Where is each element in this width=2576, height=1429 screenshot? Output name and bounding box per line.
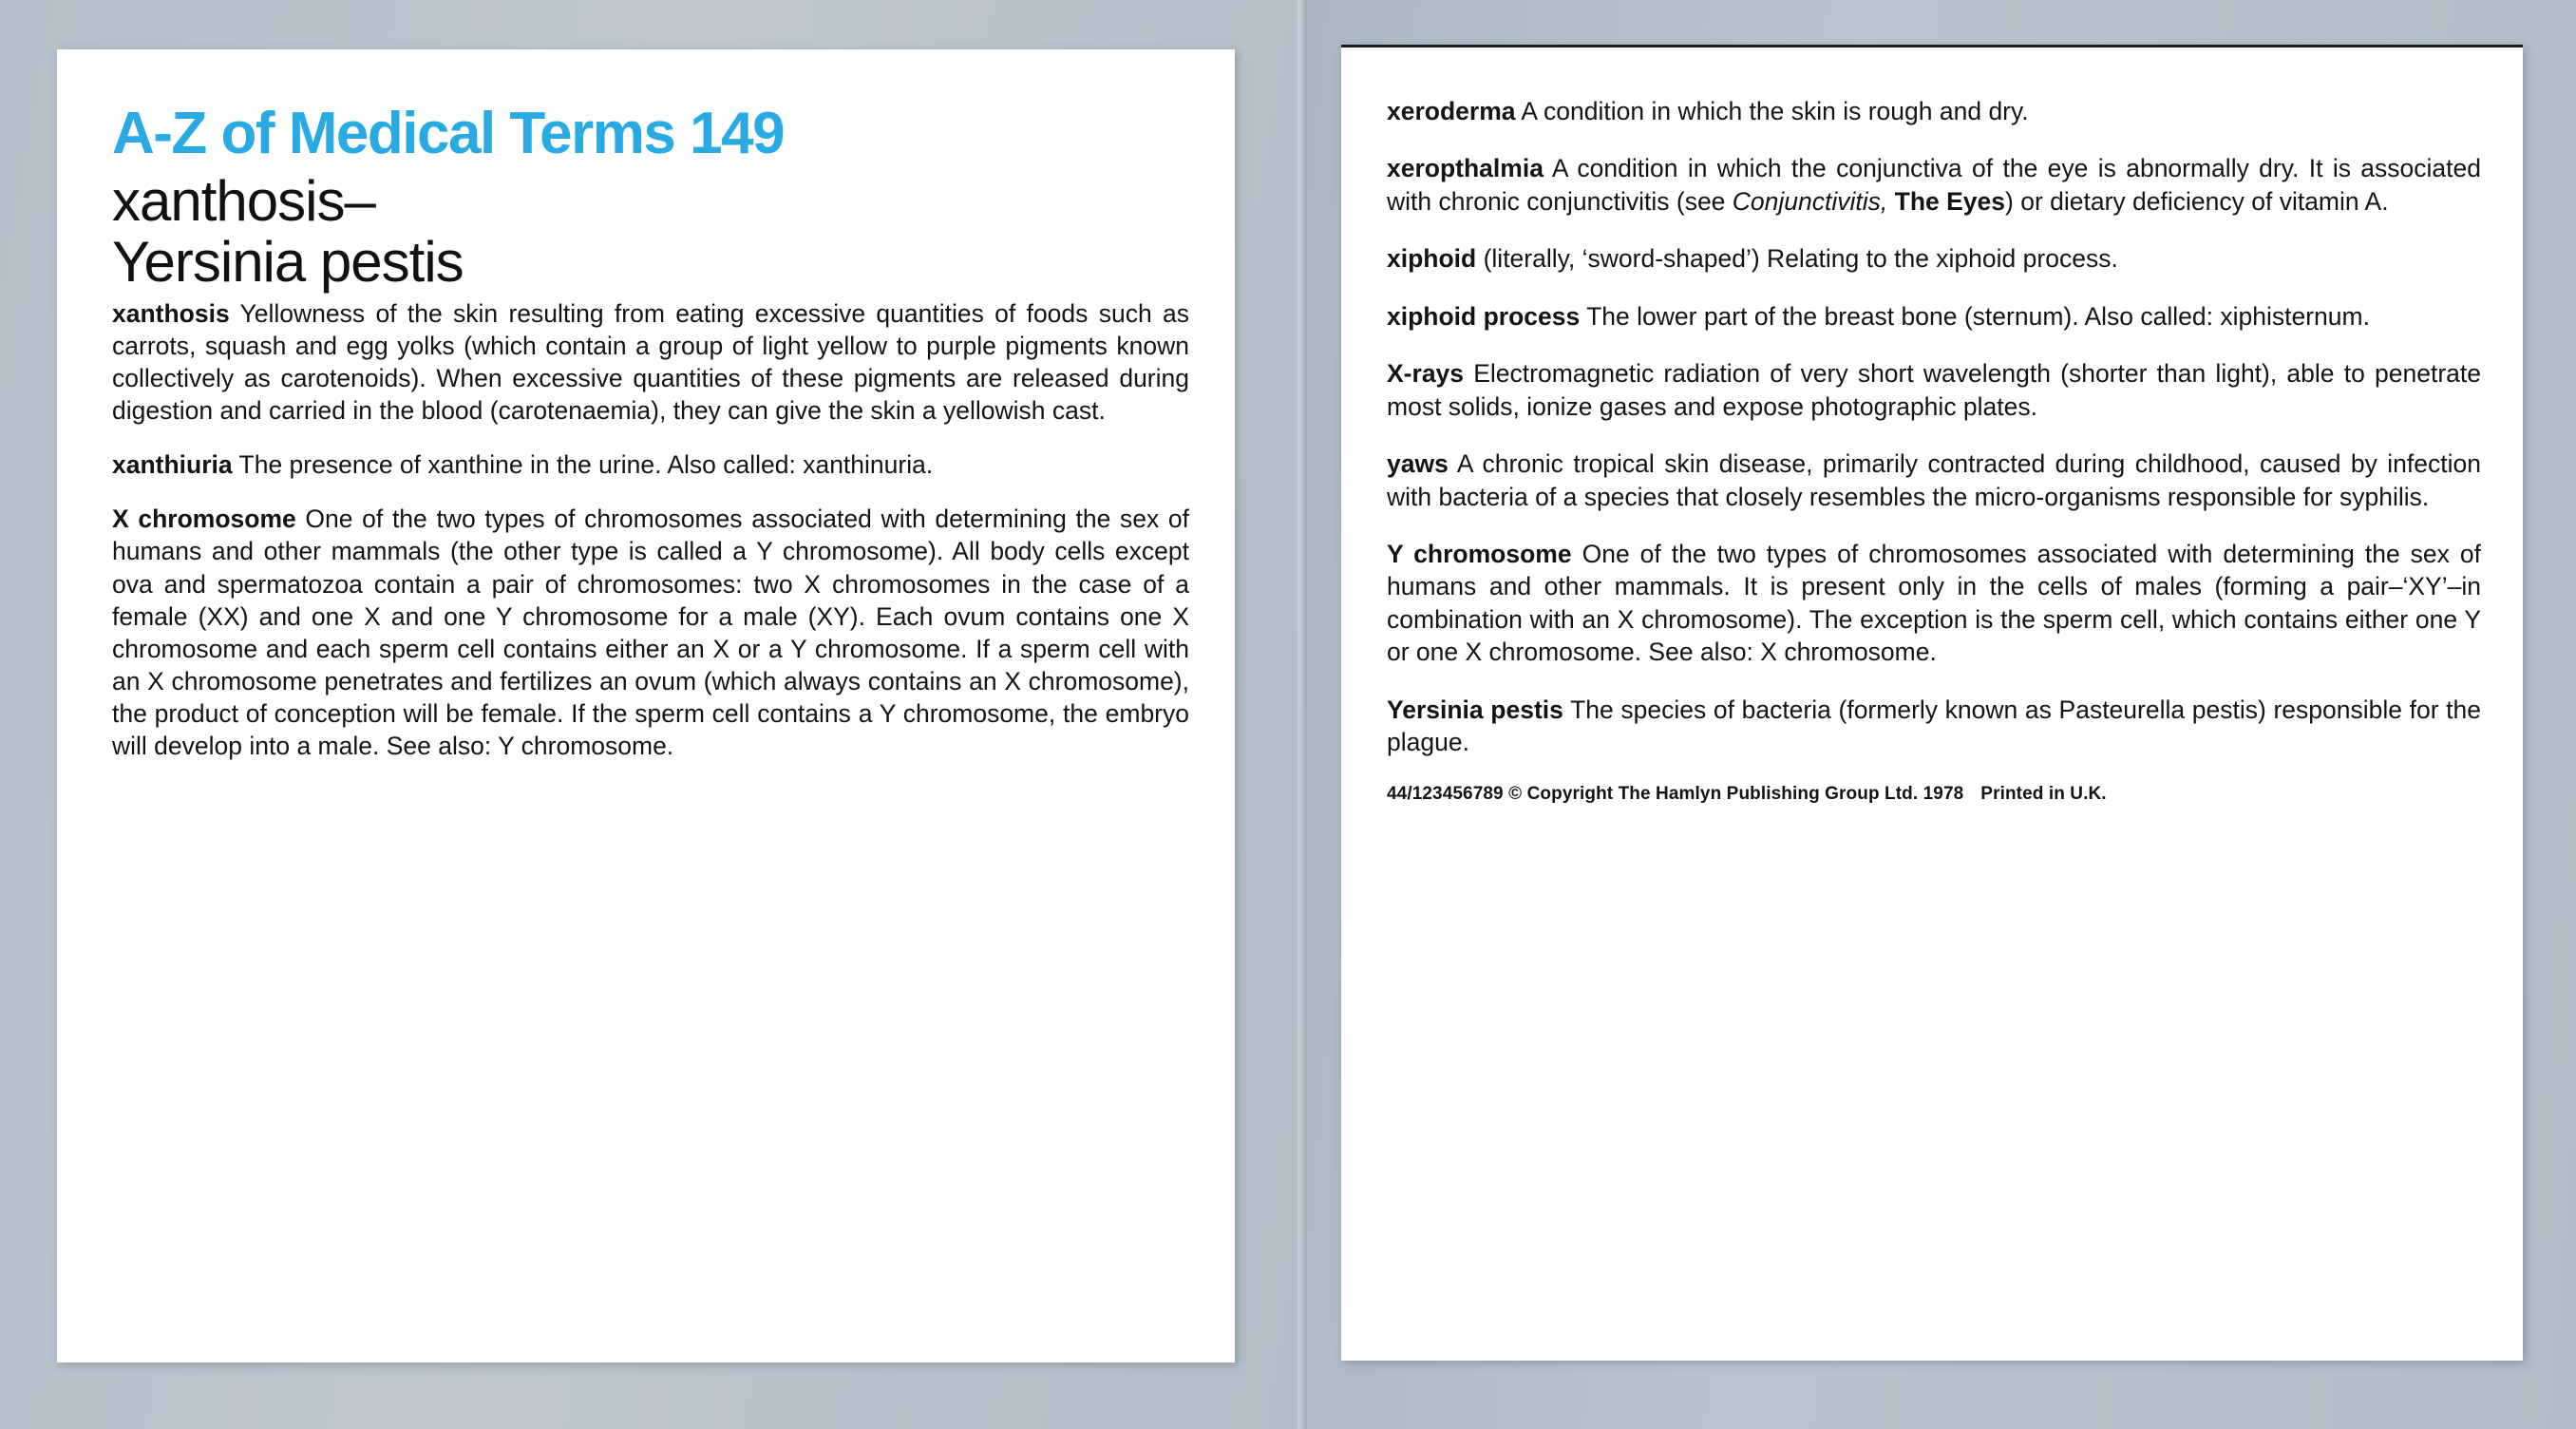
entry-definition-part-2: ) or dietary deficiency of vitamin A. [2005,186,2389,216]
headword-range [112,171,1189,292]
glossary-entry [1387,357,2481,423]
entry-term: xanthosis [112,299,230,329]
entry-definition-part-1: A condition in which the conjunctiva of the eye is abnormally dry. It is associated with chronic conjunctivitis (see [1387,154,2481,216]
card-back-content [1341,48,2523,805]
entry-term: xanthiuria [112,450,233,480]
entry-term: xeropthalmia [1387,154,1544,183]
glossary-entry [1387,242,2481,275]
entry-definition: (literally, ‘sword-shaped’) Relating to the xiphoid process. [1483,244,2118,274]
entry-definition: Yellowness of the skin resulting from eating excessive quantities of foods such as carrots, squash and egg yolks (which contain a group of light yellow to purple pigments known collectively as carotenoids). When excessive quantities of these pigments are released during digestion and carried in the blood (carotenaemia), they can give the skin a yellowish cast. [112,299,1189,426]
entry-cross-reference-italic: Conjunctivitis, [1732,186,1888,216]
glossary-entry [1387,95,2481,127]
entry-definition: A condition in which the skin is rough and dry. [1521,97,2029,125]
glossary-entry [1387,448,2481,513]
entry-definition: One of the two types of chromosomes associated with determining the sex of humans and other mammals (the other type is called a Y chromosome). All body cells except ova and spermatozoa contain a pair of chromosomes: two X chromosomes in the case of a female (XX) and one X and one Y chromosome for a male (XY). Each ovum contains one X chromosome and each sperm cell contains either an X or a Y chromosome. If a sperm cell with an X chromosome penetrates and fertilizes an ovum (which always contains an X chromosome), the product of conception will be female. If the sperm cell contains a Y chromosome, the embryo will develop into a male. See also: Y chromosome. [112,505,1189,760]
entry-cross-reference-bold: The Eyes [1894,186,2006,216]
glossary-entry [1387,300,2481,333]
copyright-icon: © [1508,783,1523,804]
card-back [1341,45,2523,1361]
entry-term: Y chromosome [1387,539,1572,568]
entry-term: xiphoid [1387,244,1477,274]
entry-definition: The lower part of the breast bone (sternum). Also called: xiphisternum. [1586,301,2370,331]
glossary-entry [112,297,1189,427]
entry-definition: One of the two types of chromosomes associated with determining the sex of humans and other mammals. It is present only in the cells of males (forming a pair–‘XY’–in combination with an X chromosome). The exception is the sperm cell, which contains either one Y or one X chromosome. See also: X chromosome. [1387,539,2481,667]
entry-definition: A chronic tropical skin disease, primarily contracted during childhood, caused by infection with bacteria of a species that closely resembles the micro-organisms responsible for syphilis. [1387,449,2481,511]
entry-term: xeroderma [1387,97,1516,125]
glossary-entry [1387,152,2481,218]
entry-definition: Electromagnetic radiation of very short wavelength (shorter than light), able to penetrate most solids, ionize gases and expose photographic plates. [1387,359,2481,421]
headword-range-start: xanthosis– [112,169,375,233]
entry-term: yaws [1387,449,1449,479]
colophon-copyright: Copyright The Hamlyn Publishing Group Ltd. 1978 [1526,783,1964,804]
entry-term: X chromosome [112,505,296,534]
glossary-entry [112,448,1189,481]
entry-term: xiphoid process [1387,301,1581,331]
glossary-entry [1387,538,2481,669]
card-front [57,49,1235,1362]
entry-definition: The presence of xanthine in the urine. Also called: xanthinuria. [238,450,934,480]
card-front-content [57,49,1235,762]
colophon [1387,784,2481,805]
colophon-printed: Printed in U.K. [1980,783,2107,804]
entry-term: X-rays [1387,359,1465,389]
background-seam [1297,0,1307,1429]
headword-range-end: Yersinia pestis [112,229,464,294]
entry-term: Yersinia pestis [1387,695,1563,724]
glossary-entry [1387,694,2481,759]
entry-definition: The species of bacteria (formerly known as Pasteurella pestis) responsible for the plague. [1387,695,2482,757]
colophon-serial: 44/123456789 [1387,783,1504,804]
glossary-entry [112,503,1189,761]
masthead-title: A-Z of Medical Terms 149 [112,101,785,166]
